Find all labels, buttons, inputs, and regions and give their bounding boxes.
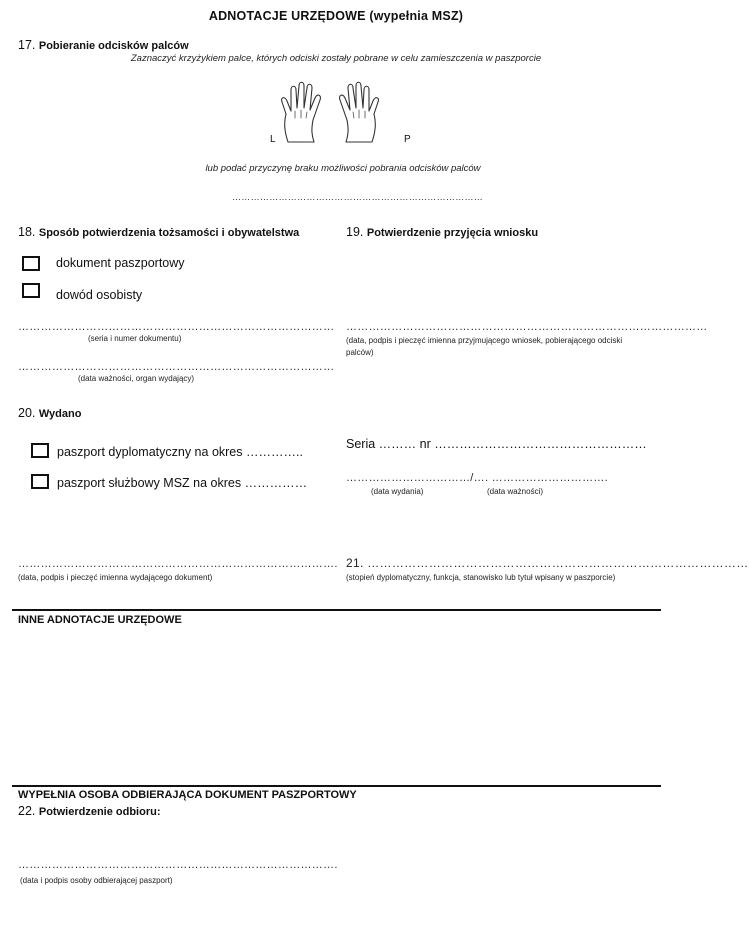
left-hand-label: L: [270, 134, 276, 145]
right-hand-label: P: [404, 134, 411, 145]
document-number-field[interactable]: …………………………………………………………………………: [18, 321, 335, 333]
section-20-heading: [18, 406, 81, 420]
pickup-signature-field[interactable]: ………………………………………………………………………….: [18, 859, 338, 871]
application-receipt-caption-2: palców): [346, 348, 374, 357]
no-fingerprint-reason-field[interactable]: ………………………………………………………………………: [232, 192, 484, 202]
pickup-section-title: WYPEŁNIA OSOBA ODBIERAJĄCA DOKUMENT PASZPORTOWY: [18, 789, 357, 801]
issuer-signature-field[interactable]: ………………………………………………………………………….: [18, 558, 338, 570]
diplomatic-passport-checkbox[interactable]: [31, 443, 49, 458]
diplomatic-rank-caption: (stopień dyplomatyczny, funkcja, stanowisko lub tytuł wpisany w paszporcie): [346, 573, 616, 582]
passport-document-checkbox[interactable]: [22, 256, 40, 271]
section-18-number: 18.: [18, 225, 36, 239]
section-17-number: 17.: [18, 38, 36, 52]
section-18-title: Sposób potwierdzenia tożsamości i obywatelstwa: [38, 227, 300, 239]
validity-date-caption: (data ważności): [487, 487, 544, 496]
application-receipt-caption-1: (data, podpis i pieczęć imienna przyjmującego wniosek, pobierającego odciski: [346, 336, 623, 345]
section-19-number: 19.: [346, 225, 364, 239]
id-card-label: dowód osobisty: [56, 288, 143, 302]
no-fingerprint-reason-label: lub podać przyczynę braku możliwości pobrania odcisków palców: [205, 163, 481, 174]
issuer-signature-caption: (data, podpis i pieczęć imienna wydającego dokument): [18, 573, 213, 582]
section-17-heading: [18, 38, 189, 52]
section-22-title: Potwierdzenie odbioru:: [38, 806, 161, 818]
section-18-heading: [18, 225, 299, 239]
issue-validity-dates-field[interactable]: ……………………………/…. ………………………….: [346, 472, 609, 484]
issue-date-caption: (data wydania): [371, 487, 424, 496]
section-22-number: 22.: [18, 804, 36, 818]
document-number-caption: (seria i numer dokumentu): [88, 334, 182, 343]
section-19-title: Potwierdzenie przyjęcia wniosku: [366, 227, 539, 239]
fingerprint-instruction: Zaznaczyć krzyżykiem palce, których odciski zostały pobrane w celu zamieszczenia w paszporcie: [130, 53, 542, 64]
series-number-field[interactable]: Seria ……… nr ……………………………………………: [346, 437, 647, 451]
pickup-signature-caption: (data i podpis osoby odbierającej paszport): [20, 876, 173, 885]
service-passport-checkbox[interactable]: [31, 474, 49, 489]
diplomatic-rank-field[interactable]: 21. …………………………………………………………………………………: [346, 556, 749, 570]
divider-line: [12, 609, 661, 611]
other-notes-title: INNE ADNOTACJE URZĘDOWE: [18, 614, 182, 626]
section-19-heading: [346, 225, 538, 239]
section-17-title: Pobieranie odcisków palców: [38, 40, 189, 52]
section-20-number: 20.: [18, 406, 36, 420]
application-receipt-field[interactable]: ……………………………………………………………………………………: [346, 321, 708, 333]
document-validity-field[interactable]: …………………………………………………………………………: [18, 361, 335, 373]
document-validity-caption: (data ważności, organ wydający): [78, 374, 195, 383]
id-card-checkbox[interactable]: [22, 283, 40, 298]
diplomatic-passport-label: paszport dyplomatyczny na okres …………..: [57, 445, 303, 459]
divider-line: [12, 785, 661, 787]
section-20-title: Wydano: [38, 408, 82, 420]
section-22-heading: [18, 804, 161, 818]
page-title: ADNOTACJE URZĘDOWE (wypełnia MSZ): [208, 9, 464, 23]
service-passport-label: paszport służbowy MSZ na okres ……………: [57, 476, 308, 490]
hands-diagram: [270, 78, 410, 148]
passport-document-label: dokument paszportowy: [56, 256, 185, 270]
